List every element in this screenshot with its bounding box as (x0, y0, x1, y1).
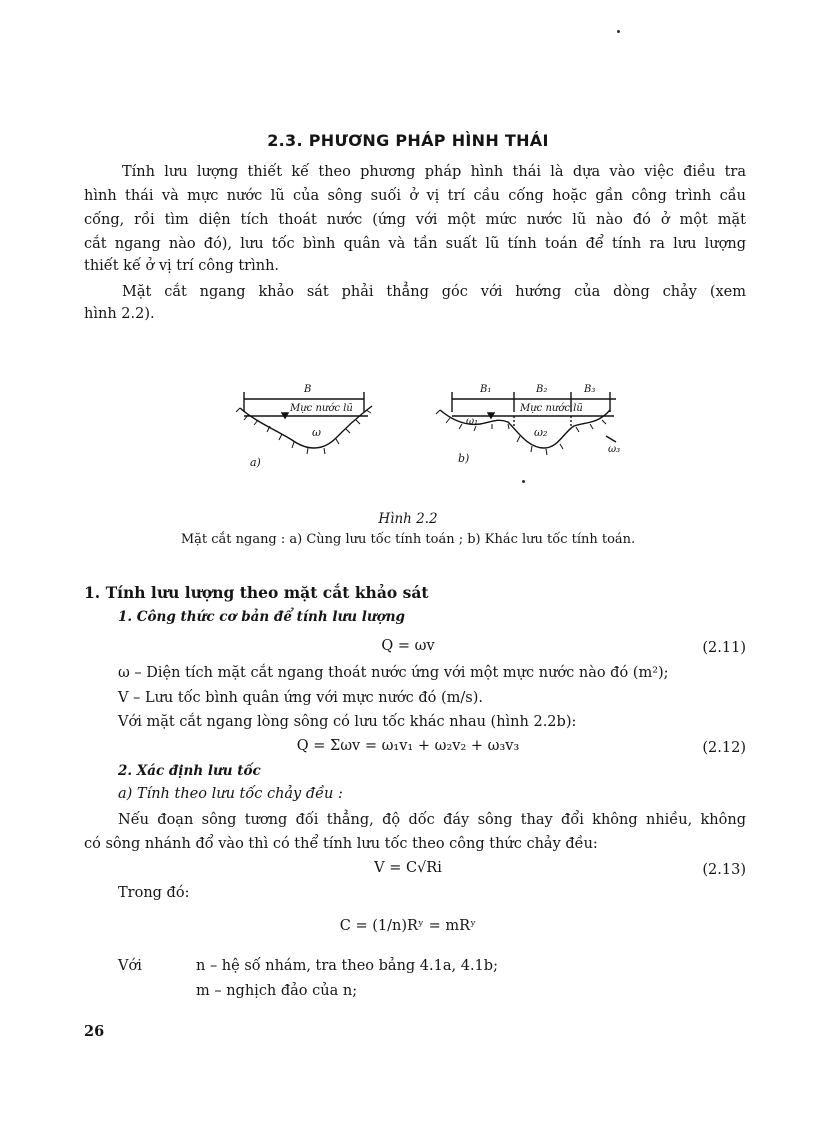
page-number: 26 (84, 1023, 105, 1040)
intro-line-2: hình thái và mực nước lũ của sông suối ở vị trí cầu cống hoặc gần công trình cầu (84, 188, 746, 204)
equation-2-13: V = C√Ri (374, 860, 442, 876)
a-water-label: Mực nước lũ (290, 403, 353, 414)
a-width-label: B (304, 384, 312, 395)
a-area-label: ω (312, 426, 321, 439)
intro-line-5: thiết kế ở vị trí công trình. (84, 258, 280, 274)
subheading-1: 1. Công thức cơ bản để tính lưu lượng (118, 609, 405, 625)
equation-c: C = (1/n)Rʸ = mRʸ (339, 918, 477, 934)
intro-line-4: cắt ngang nào đó), lưu tốc bình quân và tần suất lũ tính toán để tính ra lưu lượng (84, 236, 746, 252)
b-area2-label: ω₂ (534, 426, 548, 439)
heading-1: 1. Tính lưu lượng theo mặt cắt khảo sát (84, 583, 429, 602)
uniform-line-2: có sông nhánh đổ vào thì có thể tính lưu tốc theo công thức chảy đều: (84, 836, 598, 852)
scan-speck (617, 30, 620, 33)
equation-2-11-number: (2.11) (702, 640, 746, 656)
cross-section-diagram (236, 382, 622, 492)
subheading-2a: a) Tính theo lưu tốc chảy đều : (118, 786, 343, 802)
where-label: Trong đó: (118, 885, 190, 901)
equation-2-12-number: (2.12) (702, 740, 746, 756)
with-label: Với (118, 958, 142, 974)
figure-caption-text: Mặt cắt ngang : a) Cùng lưu tốc tính toán ; b) Khác lưu tốc tính toán. (180, 532, 636, 547)
subheading-2: 2. Xác định lưu tốc (118, 763, 261, 779)
b-w1-label: B₁ (480, 384, 492, 395)
para2-line-2: hình 2.2). (84, 306, 155, 322)
b-tag-label: b) (458, 452, 470, 465)
b-hatching (436, 410, 606, 455)
definition-m: m – nghịch đảo của n; (196, 983, 358, 999)
b-area1-label: ω₁ (466, 416, 479, 427)
figure-cross-sections (236, 382, 622, 492)
diagram-b (436, 392, 616, 455)
b-area3-label: ω₃ (608, 444, 621, 455)
scan-speck (522, 480, 525, 483)
definition-v: V – Lưu tốc bình quân ứng với mực nước đó (m/s). (118, 690, 484, 706)
definition-n: n – hệ số nhám, tra theo bảng 4.1a, 4.1b; (196, 958, 498, 974)
equation-2-13-number: (2.13) (702, 862, 746, 878)
a-water-symbol (282, 413, 288, 418)
para2-line-1: Mặt cắt ngang khảo sát phải thẳng góc với hướng của dòng chảy (xem (122, 284, 746, 300)
b-w2-label: B₂ (536, 384, 548, 395)
a-tag-label: a) (250, 456, 261, 469)
b-area3-arrow (606, 436, 616, 442)
b-water-symbol (488, 413, 494, 418)
a-hatching (236, 408, 371, 454)
equation-2-11: Q = ωv (381, 638, 435, 654)
diagram-a (236, 392, 372, 454)
varying-velocity-line: Với mặt cắt ngang lòng sông có lưu tốc khác nhau (hình 2.2b): (118, 714, 577, 730)
uniform-line-1: Nếu đoạn sông tương đối thẳng, độ dốc đáy sông thay đổi không nhiều, không (118, 812, 746, 828)
section-title: 2.3. PHƯƠNG PHÁP HÌNH THÁI (267, 131, 549, 150)
equation-2-12: Q = Σωv = ω₁v₁ + ω₂v₂ + ω₃v₃ (296, 738, 520, 754)
definition-omega: ω – Diện tích mặt cắt ngang thoát nước ứng với một mực nước nào đó (m²); (118, 665, 669, 681)
b-w3-label: B₃ (584, 384, 596, 395)
b-water-label: Mực nước lũ (520, 403, 583, 414)
intro-line-3: cống, rồi tìm diện tích thoát nước (ứng với một mức nước lũ nào đó ở một mặt (84, 212, 746, 228)
intro-line-1: Tính lưu lượng thiết kế theo phương pháp hình thái là dựa vào việc điều tra (122, 164, 746, 180)
figure-caption-title: Hình 2.2 (378, 511, 438, 527)
